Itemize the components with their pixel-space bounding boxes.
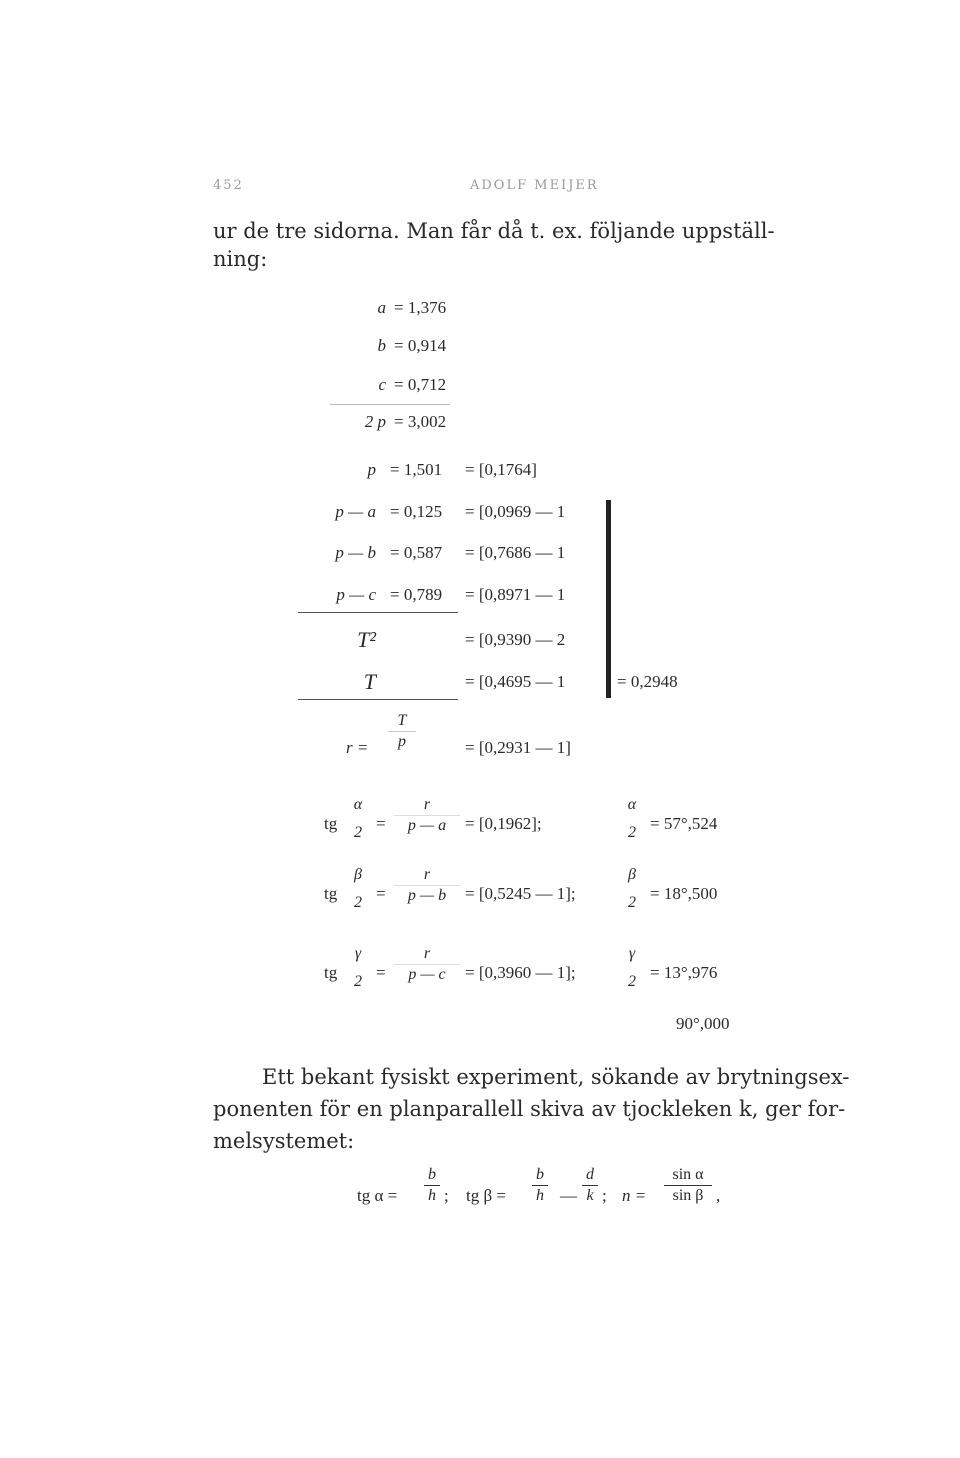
tg-frac-2 bbox=[394, 866, 460, 905]
tg-frac-3 bbox=[394, 945, 460, 984]
tg-label-1: tg bbox=[324, 814, 338, 833]
log-lhs-T2: T² bbox=[357, 627, 376, 652]
log-lhs-pc: p — c bbox=[336, 585, 376, 604]
log-log-T2: = [0,9390 — 2 bbox=[465, 630, 566, 649]
formula-2-bar-a bbox=[532, 1185, 548, 1186]
given-var-b: b bbox=[377, 336, 386, 355]
half-alpha-num: α bbox=[353, 796, 363, 813]
given-val-c: = 0,712 bbox=[394, 375, 447, 394]
tg-label-2: tg bbox=[324, 884, 338, 903]
r-log: = [0,2931 — 1] bbox=[465, 738, 571, 757]
res-alpha-frac bbox=[624, 796, 640, 842]
sum-rule-2 bbox=[298, 699, 458, 700]
paragraph-line-3: melsystemet: bbox=[213, 1129, 355, 1153]
tg-frac-1-bar bbox=[394, 815, 460, 816]
r-num: T bbox=[397, 712, 407, 729]
running-title: ADOLF MEIJER bbox=[470, 178, 599, 193]
T-value: = 0,2948 bbox=[617, 672, 678, 691]
tg-eq-1: = bbox=[376, 814, 386, 833]
formula-sep-1: ; bbox=[444, 1186, 449, 1205]
log-val-pb: = 0,587 bbox=[390, 543, 443, 562]
paragraph-line-2: ponenten för en planparallell skiva av tjockleken k, ger for- bbox=[213, 1097, 846, 1121]
half-alpha-frac bbox=[350, 796, 366, 842]
formula-1-frac bbox=[424, 1166, 440, 1205]
formula-1-den: h bbox=[428, 1187, 436, 1204]
formula-2-frac-a bbox=[532, 1166, 548, 1205]
tg-result-3: = 13°,976 bbox=[650, 963, 718, 982]
tg-frac-3-bar bbox=[394, 964, 460, 965]
half-beta-den: 2 bbox=[354, 894, 362, 911]
tg-log-3: = [0,3960 — 1]; bbox=[465, 963, 576, 982]
res-beta-frac bbox=[624, 866, 640, 912]
r-frac-bar bbox=[388, 731, 416, 732]
formula-3-den: sin β bbox=[672, 1187, 704, 1204]
log-log-p: = [0,1764] bbox=[465, 460, 537, 479]
tg-frac-3-den: p — c bbox=[408, 966, 446, 983]
tg-frac-1-num: r bbox=[423, 796, 431, 813]
page-number: 452 bbox=[213, 178, 244, 193]
formula-2-minus: — bbox=[560, 1186, 577, 1205]
tg-frac-1-den: p — a bbox=[407, 817, 447, 834]
half-gamma-num: γ bbox=[354, 945, 362, 962]
formula-2-den-b: k bbox=[586, 1187, 594, 1204]
formula-2-frac-b bbox=[582, 1166, 598, 1205]
formula-end: , bbox=[716, 1186, 721, 1205]
tg-result-2: = 18°,500 bbox=[650, 884, 718, 903]
r-lhs: r = bbox=[346, 738, 369, 757]
intro-line-1: ur de tre sidorna. Man får då t. ex. följande uppställ- bbox=[213, 219, 775, 243]
half-alpha-den: 2 bbox=[354, 824, 362, 841]
half-gamma-den: 2 bbox=[354, 973, 362, 990]
tg-frac-1 bbox=[394, 796, 460, 835]
bracket-bar bbox=[606, 500, 611, 698]
formula-3-bar bbox=[664, 1185, 712, 1186]
sum-rule-1 bbox=[298, 612, 458, 613]
log-val-pa: = 0,125 bbox=[390, 502, 443, 521]
res-alpha-den: 2 bbox=[628, 824, 636, 841]
tg-frac-2-num: r bbox=[423, 866, 431, 883]
given-val-2p: = 3,002 bbox=[394, 412, 447, 431]
r-den: p bbox=[398, 733, 406, 750]
formula-sep-2: ; bbox=[602, 1186, 607, 1205]
half-beta-num: β bbox=[354, 866, 362, 883]
angle-sum: 90°,000 bbox=[676, 1014, 730, 1033]
given-var-c: c bbox=[378, 375, 386, 394]
tg-frac-2-den: p — b bbox=[407, 887, 447, 904]
res-alpha-num: α bbox=[627, 796, 637, 813]
intro-line-2: ning: bbox=[213, 247, 268, 271]
tg-log-2: = [0,5245 — 1]; bbox=[465, 884, 576, 903]
given-var-a: a bbox=[377, 298, 386, 317]
half-beta-frac bbox=[350, 866, 366, 912]
formula-1-lhs: tg α = bbox=[357, 1186, 398, 1205]
formula-2-num-b: d bbox=[586, 1166, 594, 1183]
log-val-pc: = 0,789 bbox=[390, 585, 443, 604]
log-log-pa: = [0,0969 — 1 bbox=[465, 502, 566, 521]
tg-frac-2-bar bbox=[394, 885, 460, 886]
res-beta-num: β bbox=[628, 866, 636, 883]
log-val-p: = 1,501 bbox=[390, 460, 443, 479]
formula-2-lhs: tg β = bbox=[466, 1186, 506, 1205]
formula-3-lhs: n = bbox=[622, 1186, 647, 1205]
res-gamma-frac bbox=[624, 945, 640, 991]
res-gamma-num: γ bbox=[628, 945, 636, 962]
res-gamma-den: 2 bbox=[628, 973, 636, 990]
log-log-T: = [0,4695 — 1 bbox=[465, 672, 566, 691]
tg-eq-3: = bbox=[376, 963, 386, 982]
r-fraction bbox=[388, 712, 416, 751]
formula-3-frac bbox=[664, 1166, 712, 1205]
tg-eq-2: = bbox=[376, 884, 386, 903]
log-lhs-pa: p — a bbox=[335, 502, 376, 521]
tg-result-1: = 57°,524 bbox=[650, 814, 718, 833]
res-beta-den: 2 bbox=[628, 894, 636, 911]
underline-c bbox=[330, 404, 450, 405]
formula-2-den-a: h bbox=[536, 1187, 544, 1204]
formula-1-bar bbox=[424, 1185, 440, 1186]
tg-log-1: = [0,1962]; bbox=[465, 814, 542, 833]
log-lhs-pb: p — b bbox=[335, 543, 376, 562]
given-val-a: = 1,376 bbox=[394, 298, 447, 317]
tg-frac-3-num: r bbox=[423, 945, 431, 962]
tg-label-3: tg bbox=[324, 963, 338, 982]
log-log-pb: = [0,7686 — 1 bbox=[465, 543, 566, 562]
given-var-2p: 2 p bbox=[364, 412, 386, 431]
formula-2-num-a: b bbox=[536, 1166, 544, 1183]
log-log-pc: = [0,8971 — 1 bbox=[465, 585, 566, 604]
given-val-b: = 0,914 bbox=[394, 336, 447, 355]
paragraph-line-1: Ett bekant fysiskt experiment, sökande av brytningsex- bbox=[262, 1065, 850, 1089]
log-lhs-T: T bbox=[363, 669, 376, 694]
formula-2-bar-b bbox=[582, 1185, 598, 1186]
log-lhs-p: p bbox=[367, 460, 376, 479]
formula-1-num: b bbox=[428, 1166, 436, 1183]
formula-3-num: sin α bbox=[672, 1166, 704, 1183]
half-gamma-frac bbox=[350, 945, 366, 991]
